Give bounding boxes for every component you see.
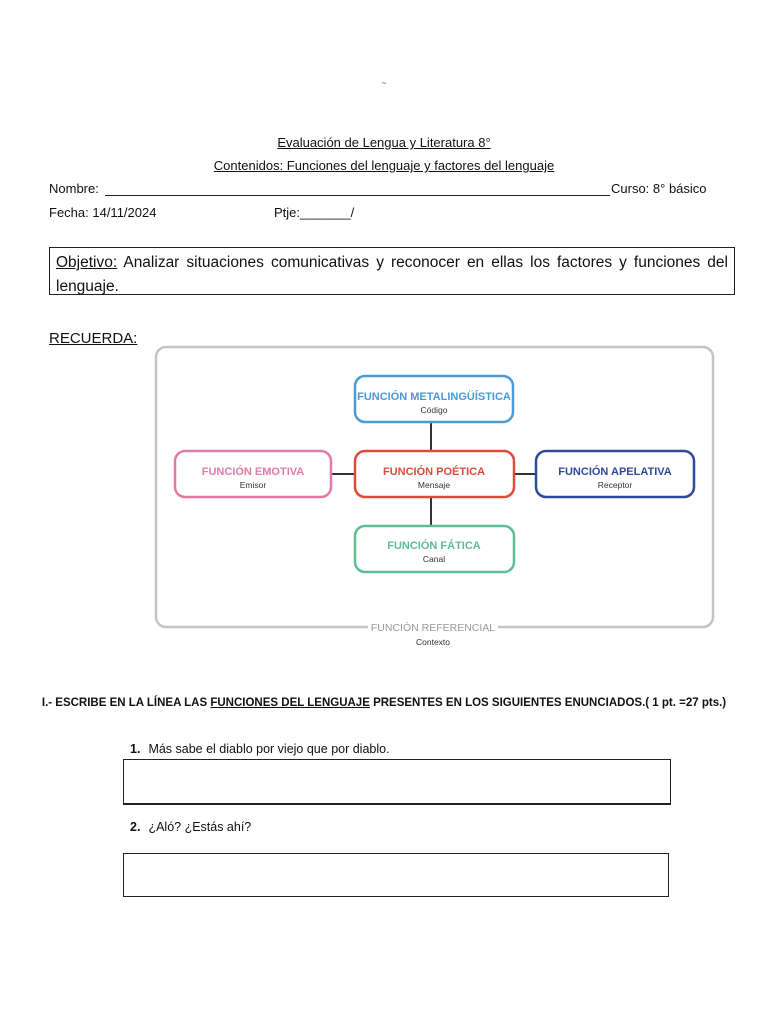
date-label: Fecha: 14/11/2024 bbox=[49, 205, 157, 220]
question-2-text: ¿Aló? ¿Estás ahí? bbox=[148, 820, 252, 834]
language-functions-diagram bbox=[154, 345, 716, 651]
section-instruction bbox=[0, 697, 768, 709]
name-field[interactable] bbox=[49, 181, 99, 196]
exam-title: Evaluación de Lengua y Literatura 8° bbox=[277, 135, 491, 150]
question-1-number: 1. bbox=[130, 742, 141, 756]
metalinguistica-title: FUNCIÓN METALINGÜÍSTICA bbox=[357, 391, 511, 403]
emotiva-title: FUNCIÓN EMOTIVA bbox=[201, 466, 305, 478]
referencial-factor: Contexto bbox=[415, 637, 451, 647]
metalinguistica-factor: Código bbox=[420, 405, 448, 415]
recuerda-heading: RECUERDA: bbox=[49, 330, 138, 347]
apelativa-title: FUNCIÓN APELATIVA bbox=[558, 466, 672, 478]
question-1-text: Más sabe el diablo por viejo que por diablo. bbox=[148, 742, 390, 756]
referencial-title: FUNCIÓN REFERENCIAL bbox=[370, 622, 496, 634]
answer-box-2[interactable] bbox=[123, 853, 669, 897]
poetica-title: FUNCIÓN POÉTICA bbox=[382, 466, 486, 478]
course-label: Curso: 8° básico bbox=[611, 181, 707, 196]
emotiva-factor: Emisor bbox=[239, 480, 267, 490]
objective-box bbox=[49, 247, 735, 295]
apelativa-factor: Receptor bbox=[597, 480, 633, 490]
objective-text: Analizar situaciones comunicativas y reconocer en ellas los factores y funciones del lenguaje. bbox=[56, 254, 728, 295]
section-suffix: PRESENTES EN LOS SIGUIENTES ENUNCIADOS.( 1 pt. =27 pts.) bbox=[369, 697, 727, 709]
section-prefix: I.- ESCRIBE EN LA LÍNEA LAS bbox=[41, 697, 211, 709]
question-2 bbox=[130, 820, 251, 834]
fatica-factor: Canal bbox=[422, 554, 446, 564]
answer-box-1[interactable] bbox=[123, 759, 671, 805]
score-field[interactable]: Ptje:_______/ bbox=[274, 205, 355, 220]
header-mark: ~ bbox=[381, 78, 387, 88]
section-underlined: FUNCIONES DEL LENGUAJE bbox=[210, 697, 370, 709]
poetica-factor: Mensaje bbox=[417, 480, 451, 490]
question-1 bbox=[130, 742, 390, 756]
exam-contents: Contenidos: Funciones del lenguaje y factores del lenguaje bbox=[213, 158, 555, 173]
objective-label: Objetivo: bbox=[56, 254, 118, 271]
fatica-title: FUNCIÓN FÁTICA bbox=[387, 540, 481, 552]
name-label: Nombre: bbox=[49, 181, 99, 196]
question-2-number: 2. bbox=[130, 820, 141, 834]
name-line[interactable] bbox=[105, 195, 610, 196]
